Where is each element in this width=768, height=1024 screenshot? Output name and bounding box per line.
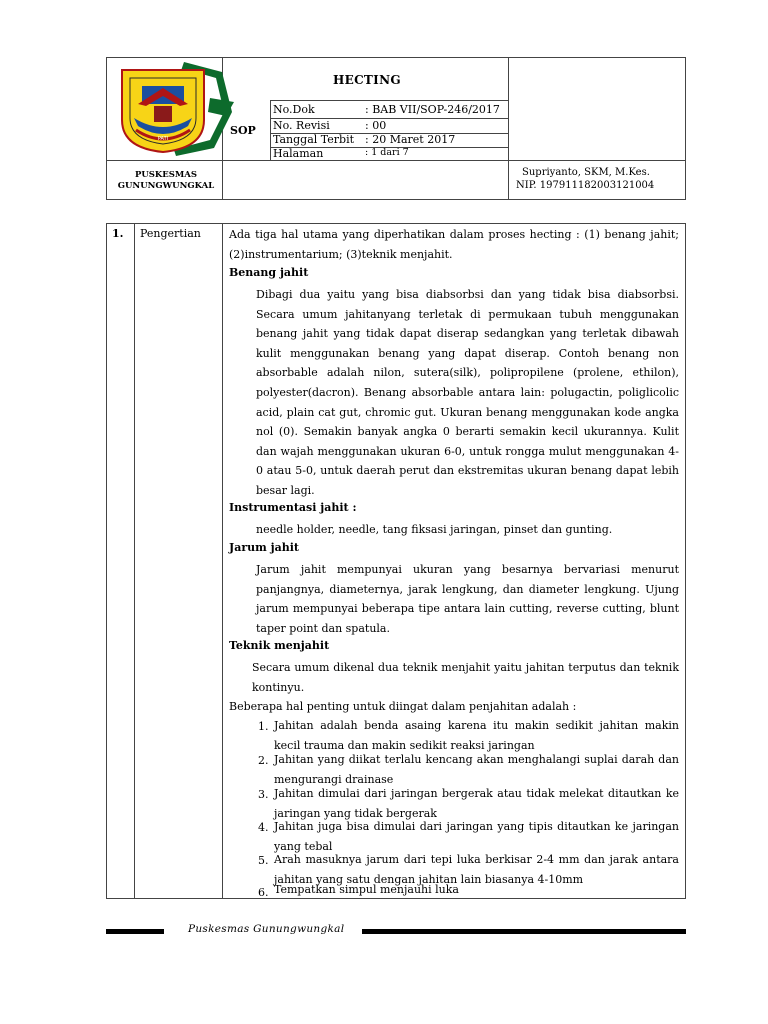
paragraph-hal-penting: Beberapa hal penting untuk diingat dalam penjahitan adalah : bbox=[229, 700, 577, 713]
divider bbox=[270, 100, 508, 101]
list-item-number: 1. bbox=[258, 720, 269, 733]
sop-label: SOP bbox=[230, 124, 256, 137]
list-item bbox=[258, 817, 679, 853]
paragraph-jarum-jahit: Jarum jahit mempunyai ukuran yang besarnya bervariasi menurut panjangnya, diameternya, jarak lengkung, dan diameter lengkung. Ujung jarum mempunyai beberapa tipe antara lain cutting, reverse cutting, blunt taper point dan spatula. bbox=[256, 563, 679, 635]
list-item-number: 3. bbox=[258, 788, 269, 801]
meta-label-tanggal: Tanggal Terbit bbox=[273, 133, 355, 146]
section-label: Pengertian bbox=[140, 227, 201, 240]
intro-paragraph: Ada tiga hal utama yang diperhatikan dalam proses hecting : (1) benang jahit; (2)instrumentarium; (3)teknik menjahit. bbox=[229, 228, 679, 261]
heading-jarum-jahit: Jarum jahit bbox=[229, 541, 299, 554]
heading-benang-jahit: Benang jahit bbox=[229, 266, 309, 279]
paragraph-benang-jahit: Dibagi dua yaitu yang bisa diabsorbsi dan yang tidak bisa diabsorbsi. Secara umum jahitanyang terletak di permukaan tubuh menggunakan benang jahit yang tidak dapat diserap sedangkan yang terletak dibawah kulit menggunakan benang yang dapat diserap. Contoh benang non absorbable adalah nilon, sutera(silk), polipropilene (prolene, ethilon), polyester(dacron). Benang absorbable antara lain: polugactin, poliglicolic acid, plain cat gut, chromic gut. Ukuran benang menggunakan kode angka nol (0). Semakin banyak angka 0 berarti semakin kecil ukurannya. Kulit dan wajah menggunakan ukuran 6-0, untuk rongga mulut menggunakan 4-0 atau 5-0, untuk daerah perut dan ekstremitas ukuran benang dapat lebih besar lagi. bbox=[256, 288, 679, 497]
heading-instrumentasi: Instrumentasi jahit : bbox=[229, 501, 357, 514]
list-item bbox=[258, 784, 679, 820]
org-line-2: GUNUNGWUNGKAL bbox=[117, 181, 215, 191]
footer-text: Puskesmas Gunungwungkal bbox=[188, 923, 345, 935]
meta-value-halaman: : 1 dari 7 bbox=[365, 147, 409, 158]
list-item-number: 6. bbox=[258, 886, 269, 899]
divider bbox=[222, 223, 223, 899]
heading-teknik-menjahit: Teknik menjahit bbox=[229, 639, 330, 652]
footer-rule-left bbox=[106, 929, 164, 934]
list-item-number: 4. bbox=[258, 821, 269, 834]
list-item-text: Jahitan yang diikat terlalu kencang akan menghalangi suplai darah dan mengurangi drainase bbox=[274, 753, 679, 786]
meta-value-revisi: : 00 bbox=[365, 119, 387, 132]
important-points-list bbox=[258, 716, 679, 898]
organization-name bbox=[108, 170, 224, 192]
meta-value-dok: : BAB VII/SOP-246/2017 bbox=[365, 103, 500, 116]
list-item-text: Jahitan juga bisa dimulai dari jaringan yang tipis ditautkan ke jaringan yang tebal bbox=[274, 820, 679, 853]
meta-label-dok: No.Dok bbox=[273, 103, 315, 116]
divider bbox=[134, 223, 135, 899]
list-item-number: 2. bbox=[258, 754, 269, 767]
paragraph-instrumentasi: needle holder, needle, tang fiksasi jaringan, pinset dan gunting. bbox=[256, 523, 613, 536]
signer-nip: NIP. 197911182003121004 bbox=[516, 180, 655, 191]
list-item-text: Tempatkan simpul menjauhi luka bbox=[274, 883, 459, 896]
list-item-text: Jahitan adalah benda asaing karena itu makin sedikit jahitan makin kecil trauma dan makin sedikit reaksi jaringan bbox=[274, 719, 679, 752]
paragraph-teknik-menjahit: Secara umum dikenal dua teknik menjahit yaitu jahitan terputus dan teknik kontinyu. bbox=[252, 661, 679, 694]
footer-rule-right bbox=[362, 929, 686, 934]
signature-block bbox=[516, 166, 686, 192]
logo-text: PATI bbox=[157, 136, 169, 142]
list-item-number: 5. bbox=[258, 854, 269, 867]
document-title: HECTING bbox=[333, 73, 401, 87]
org-line-1: PUSKESMAS bbox=[134, 170, 198, 180]
divider bbox=[106, 160, 686, 161]
list-item-text: Arah masuknya jarum dari tepi luka berkisar 2-4 mm dan jarak antara jahitan yang satu dengan jahitan lain biasanya 4-10mm bbox=[274, 853, 679, 886]
list-item bbox=[258, 850, 679, 886]
meta-label-halaman: Halaman bbox=[273, 147, 324, 160]
section-number: 1. bbox=[112, 227, 124, 240]
list-item bbox=[258, 750, 679, 784]
list-item bbox=[258, 882, 679, 898]
divider bbox=[508, 57, 509, 200]
meta-value-tanggal: : 20 Maret 2017 bbox=[365, 133, 456, 146]
pati-regency-logo bbox=[114, 60, 274, 160]
list-item bbox=[258, 716, 679, 750]
list-item-text: Jahitan dimulai dari jaringan bergerak atau tidak melekat ditautkan ke jaringan yang tidak bergerak bbox=[274, 787, 679, 820]
signer-name: Supriyanto, SKM, M.Kes. bbox=[522, 167, 650, 178]
meta-label-revisi: No. Revisi bbox=[273, 119, 330, 132]
